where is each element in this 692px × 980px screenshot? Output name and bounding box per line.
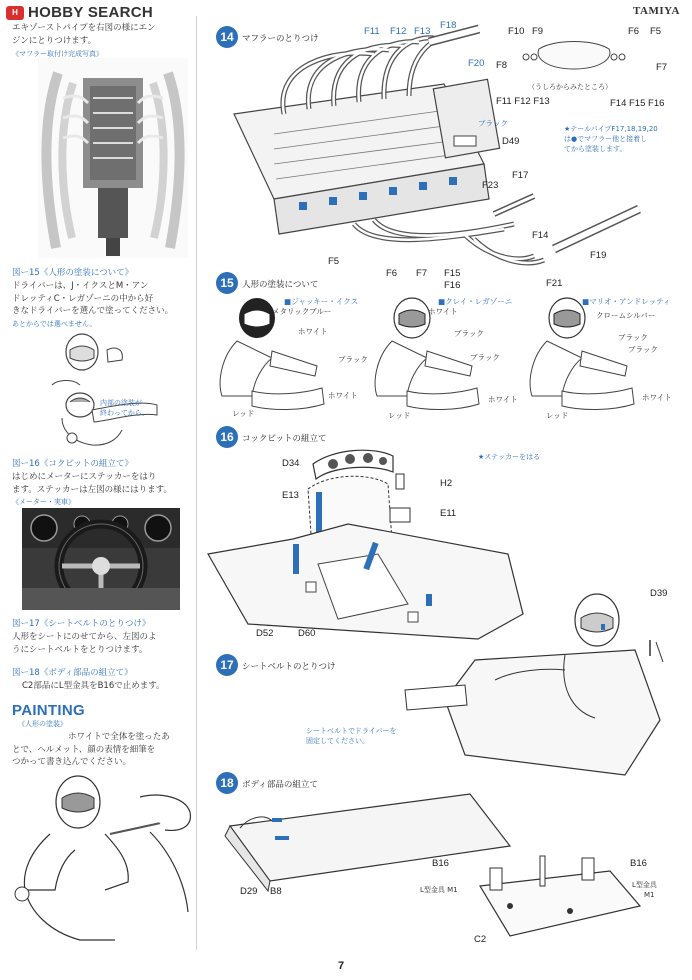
step17-seat-drawing <box>405 590 675 780</box>
fig16-text <box>12 471 172 496</box>
seatbelt-note-line: 固定してください。 <box>306 737 369 745</box>
fig17-line: 人形をシートにのせてから、左図のよ <box>12 632 157 642</box>
painting-subheading: 《人形の塗装》 <box>18 720 67 728</box>
part-label: C2 <box>474 934 487 945</box>
fig16-line: はじめにメーターにステッカーをはり <box>12 472 157 482</box>
fig15-sub-line: 内部の塗装が <box>100 399 142 407</box>
step14-title: マフラーのとりつけ <box>242 34 319 44</box>
part-label: F13 <box>414 26 431 37</box>
intro-line: ジンにとりつけます。 <box>12 35 97 46</box>
part-label: D34 <box>282 458 300 469</box>
paint-label: ブラック <box>338 355 368 364</box>
fig17-text <box>12 631 157 656</box>
tail-note-line: は●でマフラー他と接着し <box>564 135 648 143</box>
engine-photo-drawing <box>38 58 188 258</box>
part-label: F21 <box>546 278 563 289</box>
paint-label: レッド <box>388 411 411 420</box>
seatbelt-note-line: シートベルトでドライバーを <box>306 727 397 735</box>
paint-label: ホワイト <box>488 395 518 404</box>
painting-line: ホワイトで全体を塗ったあ <box>68 732 170 742</box>
paint-label: ホワイト <box>298 327 328 336</box>
watermark-logo <box>6 4 153 21</box>
step17-title: シートベルトのとりつけ <box>242 662 336 672</box>
driver-name: ■マリオ・アンドレッティ <box>582 297 671 306</box>
part-label: F18 <box>440 20 457 31</box>
painting-line: つかって書き込んでください。 <box>12 757 132 767</box>
part-label: F14 <box>532 230 549 241</box>
fig15-line: ドライバーは、J・イクスとM・アン <box>12 281 149 291</box>
part-label: F14 F15 F16 <box>610 98 665 109</box>
rear-view-caption: （うしろからみたところ） <box>528 83 612 91</box>
bracket-label: L型金具 M1 <box>420 886 458 894</box>
painting-heading: PAINTING <box>12 702 85 719</box>
paint-label: ブラック <box>454 329 484 338</box>
engine-photo <box>38 58 188 258</box>
fig15-sub-text <box>100 398 149 418</box>
fig15-line: ドレッティC・レガゾーニの中から好 <box>12 293 154 304</box>
black-tag: ブラック <box>478 119 508 128</box>
part-label: D52 <box>256 628 274 639</box>
step18-title: ボディ部品の組立て <box>242 780 318 790</box>
sticker-note: ★ステッカーをはる <box>478 453 541 461</box>
seatbelt-note <box>306 726 397 746</box>
painting-illustration <box>10 772 195 952</box>
fig16-title: 図ー16《コクピットの組立て》 <box>12 459 133 469</box>
paint-label: クロームシルバー <box>596 311 656 320</box>
paint-label: ホワイト <box>642 393 672 402</box>
part-label: B16 <box>432 858 449 869</box>
painting-line: とで、ヘルメット、顔の表情を細筆を <box>12 744 156 755</box>
paint-label: メタリックブルー <box>272 307 332 316</box>
step16-number: 16 <box>216 426 238 448</box>
tail-note-line: ★テールパイプF17,18,19,20 <box>564 125 658 133</box>
part-label: F5 <box>328 256 340 267</box>
part-label: F6 <box>628 26 640 37</box>
tail-pipe-note <box>564 124 658 154</box>
part-label: H2 <box>440 478 453 489</box>
part-label: F19 <box>590 250 607 261</box>
part-label: F7 <box>656 62 668 73</box>
part-label: F5 <box>650 26 662 37</box>
part-label: E11 <box>440 508 457 519</box>
driver-name: ■ジャッキー・イクス <box>284 297 359 306</box>
part-label: F17 <box>512 170 529 181</box>
part-label: D29 <box>240 886 258 897</box>
fig16-line: ます。ステッカーは左図の様にはります。 <box>12 484 172 495</box>
part-label: F7 <box>416 268 428 279</box>
fig15-note: あとからでは選べません。 <box>12 320 97 328</box>
step17-number: 17 <box>216 654 238 676</box>
driver-name: ■クレイ・レガゾーニ <box>438 297 513 306</box>
part-label: F6 <box>386 268 398 279</box>
tail-note-line: てから塗装します。 <box>564 145 627 153</box>
part-label: D60 <box>298 628 316 639</box>
intro-caption: 《マフラー取付け完成写真》 <box>12 50 103 58</box>
fig18-title: 図ー18《ボディ部品の組立て》 <box>12 668 133 678</box>
bracket-label <box>632 880 657 900</box>
part-label: E13 <box>282 490 299 501</box>
paint-label: レッド <box>546 411 569 420</box>
fig16-caption: 《メーター・実車》 <box>12 498 75 506</box>
part-label: F9 <box>532 26 544 37</box>
part-label: F11 <box>364 26 380 37</box>
bracket-label-line: M1 <box>644 891 655 899</box>
fig17-line: うにシートベルトをとりつけます。 <box>12 644 148 655</box>
part-label: F11 F12 F13 <box>496 96 550 107</box>
part-label: B8 <box>270 886 282 897</box>
paint-label: ブラック <box>470 353 500 362</box>
intro-line: エキゾーストパイプを右図の様にエン <box>12 23 156 33</box>
part-label: F16 <box>444 280 461 291</box>
page-number: 7 <box>338 960 345 972</box>
fig15-line: きなドライバーを選んで塗ってください。 <box>12 306 174 316</box>
step16-title: コックピットの組立て <box>242 434 327 444</box>
fig15-sub-line: 終わってから。 <box>100 409 149 417</box>
part-label: D39 <box>650 588 668 599</box>
dashboard-photo <box>22 508 180 610</box>
part-label: F20 <box>468 58 485 69</box>
part-label: F15 <box>444 268 461 279</box>
intro-text <box>12 22 156 47</box>
fig17-title: 図ー17《シートベルトのとりつけ》 <box>12 619 151 629</box>
paint-label: ホワイト <box>328 391 358 400</box>
fig15-text <box>12 280 173 318</box>
part-label: F10 <box>508 26 525 37</box>
paint-label: レッド <box>232 409 255 418</box>
paint-label: ホワイト <box>428 307 458 316</box>
brand-logo: TAMIYA <box>632 5 680 17</box>
part-label: D49 <box>502 136 520 147</box>
step18-number: 18 <box>216 772 238 794</box>
paint-label: ブラック <box>628 345 658 354</box>
part-label: F12 <box>390 26 407 37</box>
painting-text <box>12 731 170 769</box>
part-label: F23 <box>482 180 499 191</box>
fig15-figure-drawing <box>12 330 192 450</box>
fig15-title: 図ー15《人形の塗装について》 <box>12 268 134 278</box>
watermark-icon: H <box>6 6 24 20</box>
step14-number: 14 <box>216 26 238 48</box>
bracket-label-line: L型金具 <box>632 881 657 889</box>
part-label: F8 <box>496 60 508 71</box>
step15-number: 15 <box>216 272 238 294</box>
dashboard-photo-drawing <box>22 508 180 610</box>
watermark-text: HOBBY SEARCH <box>28 4 154 21</box>
step15-title: 人形の塗装について <box>242 280 319 290</box>
fig18-text: C2部品にL型金具をB16で止めます。 <box>22 681 165 691</box>
part-label: B16 <box>630 858 647 869</box>
paint-label: ブラック <box>618 333 648 342</box>
